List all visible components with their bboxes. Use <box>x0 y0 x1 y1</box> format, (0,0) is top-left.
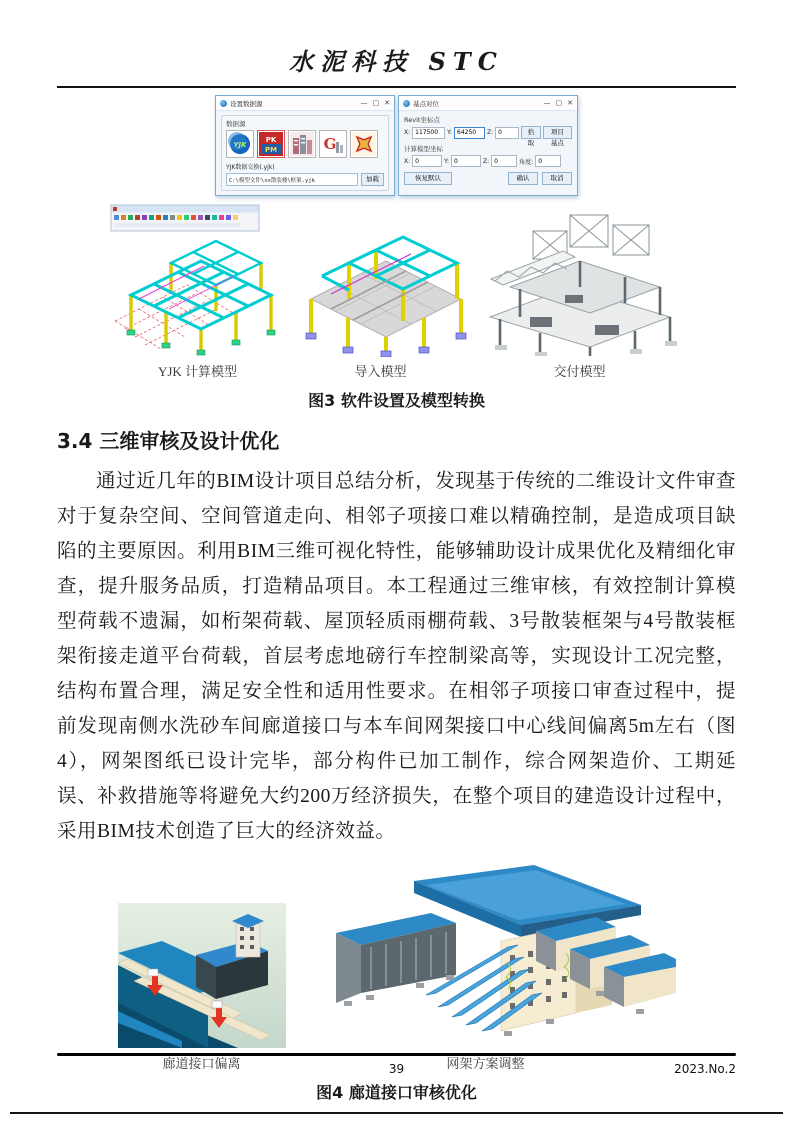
figure3-dialogs <box>0 95 793 196</box>
model-z-label: Z: <box>483 157 490 165</box>
angle-input[interactable] <box>535 155 561 167</box>
dialog-title: 基点对位 <box>413 99 439 108</box>
minimize-icon[interactable]: — <box>360 99 368 107</box>
project-basepoint-button[interactable]: 项目基点 <box>543 126 572 139</box>
yjk-calc-model-image <box>109 199 287 357</box>
basepoint-align-dialog <box>398 95 578 196</box>
page-number: 39 <box>388 1062 405 1076</box>
buildings-software-icon[interactable] <box>288 130 316 158</box>
figure4-right-caption: 网架方案调整 <box>446 1056 525 1071</box>
journal-title: 水泥科技 STC <box>289 47 504 76</box>
load-button[interactable]: 加载 <box>361 173 384 186</box>
model-x-input[interactable] <box>412 155 442 167</box>
dialog-title: 设置数据源 <box>230 99 263 108</box>
minimize-icon[interactable]: — <box>543 99 551 107</box>
yjk-software-icon[interactable] <box>226 130 254 158</box>
gicd-software-icon[interactable] <box>319 130 347 158</box>
pkpm-software-icon[interactable] <box>257 130 285 158</box>
revit-x-label: X: <box>404 129 411 136</box>
issue-number: 2023.No.2 <box>674 1062 736 1076</box>
datasource-group <box>221 115 389 191</box>
revit-group-label: Revit坐标点 <box>404 116 440 124</box>
svg-text:G: G <box>323 135 337 153</box>
figure4-images <box>0 863 793 1072</box>
model-caption-yjk: YJK 计算模型 <box>157 364 238 379</box>
exchange-format-label: YJK数据交换(.yjk) <box>226 164 275 171</box>
maximize-icon[interactable]: ▢ <box>372 99 380 107</box>
app-icon <box>403 100 410 107</box>
page-bottom-line <box>10 1112 783 1114</box>
revit-y-input[interactable] <box>454 127 485 139</box>
angle-label: 角度: <box>519 158 534 166</box>
revit-y-label: Y: <box>447 129 453 136</box>
pick-button[interactable]: 拾取 <box>521 126 541 139</box>
section-heading: 3.4 三维审核及设计优化 <box>57 429 280 453</box>
page-header <box>0 0 793 88</box>
model-x-label: X: <box>404 157 411 165</box>
svg-text:YJK: YJK <box>233 141 247 149</box>
grid-plan-adjust-image <box>296 863 676 1048</box>
confirm-button[interactable]: 确认 <box>508 172 538 185</box>
app-icon <box>220 100 227 107</box>
figure3-models <box>0 199 793 380</box>
delivered-model-image <box>475 199 685 357</box>
restore-default-button[interactable]: 恢复默认 <box>404 172 452 185</box>
cancel-button[interactable]: 取消 <box>542 172 572 185</box>
model-caption-import: 导入模型 <box>354 364 407 379</box>
svg-text:PK: PK <box>265 136 277 144</box>
maximize-icon[interactable]: ▢ <box>555 99 563 107</box>
revit-z-label: Z: <box>487 129 494 136</box>
model-group-label: 计算模型坐标 <box>404 145 443 153</box>
header-rule <box>57 86 736 88</box>
close-icon[interactable]: ✕ <box>384 99 390 107</box>
figure4-caption: 图4 廊道接口审核优化 <box>316 1083 477 1102</box>
footer-rule <box>57 1053 736 1056</box>
figure4-left-caption: 廊道接口偏离 <box>162 1056 241 1071</box>
dialog-titlebar[interactable] <box>216 96 394 111</box>
close-icon[interactable]: ✕ <box>567 99 573 107</box>
body-paragraph: 通过近几年的BIM设计项目总结分析，发现基于传统的二维设计文件审查对于复杂空间、空间管道走向、相邻子项接口难以精确控制，是造成项目缺陷的主要原因。利用BIM三维可视化特性，能够辅助设计成果优化及精细化审查，提升服务品质，打造精品项目。本工程通过三维审核，有效控制计算模型荷载不遗漏，如桁架荷载、屋顶轻质雨棚荷载、3号散装框架与4号散装框架衔接走道平台荷载，首层考虑地磅行车控制梁高等，实现设计工况完整，结构布置合理，满足安全性和适用性要求。在相邻子项接口审查过程中，提前发现南侧水洗砂车间廊道接口与本车间网架接口中心线间偏离5m左右（图4），网架图纸已设计完毕，部分构件已加工制作，综合网架造价、工期延误、补救措施等将避免大约200万经济损失，在整个项目的建造设计过程中，采用BIM技术创造了巨大的经济效益。 <box>57 471 736 842</box>
imported-model-image <box>291 199 471 357</box>
set-datasource-dialog <box>215 95 395 196</box>
model-y-label: Y: <box>444 157 450 165</box>
model-path-input[interactable] <box>226 173 358 186</box>
figure3-caption: 图3 软件设置及模型转换 <box>308 391 485 410</box>
model-y-input[interactable] <box>451 155 481 167</box>
svg-text:PM: PM <box>264 146 278 154</box>
star-software-icon[interactable] <box>350 130 378 158</box>
model-z-input[interactable] <box>491 155 517 167</box>
revit-z-input[interactable] <box>495 127 519 139</box>
revit-x-input[interactable] <box>412 127 445 139</box>
datasource-group-label: 数据源 <box>226 120 246 128</box>
page-footer <box>57 1062 736 1078</box>
dialog-titlebar[interactable] <box>399 96 577 111</box>
model-caption-delivered: 交付模型 <box>553 364 606 379</box>
corridor-offset-image <box>118 903 286 1048</box>
